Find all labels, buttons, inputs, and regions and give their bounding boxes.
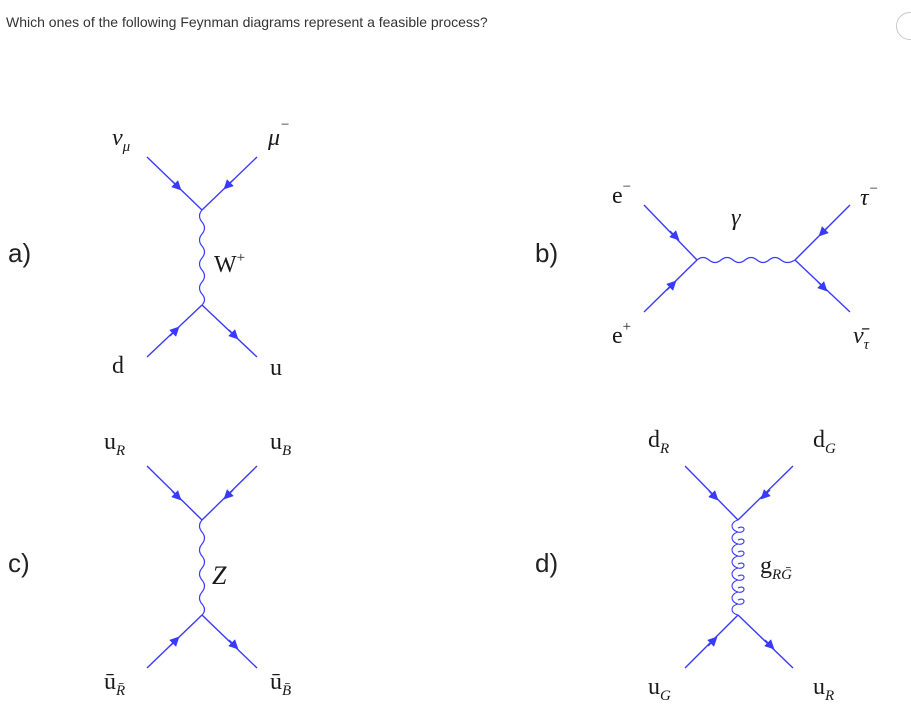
fermion-line [685, 615, 738, 668]
arrow-icon [170, 640, 176, 646]
label-tau-minus: τ− [860, 181, 879, 211]
arrow-icon [818, 282, 824, 288]
label-u-g: $u_G$ [648, 674, 671, 704]
arrow-icon [172, 181, 178, 187]
label-u-b: $u_B$ [270, 429, 292, 459]
arrow-icon [227, 180, 233, 186]
option-c-label[interactable]: c) [8, 548, 30, 578]
arrow-icon [765, 640, 771, 646]
diagram-a [112, 117, 290, 381]
arrow-icon [709, 491, 715, 497]
wavy-propagator [200, 210, 205, 305]
diagram-d [648, 427, 836, 704]
arrow-icon [172, 491, 178, 497]
arrow-icon [227, 490, 233, 496]
option-a-label[interactable]: a) [8, 238, 32, 268]
label-e-plus: e+ [612, 319, 632, 349]
label-d-g: $d_G$ [813, 427, 836, 457]
label-w-plus: W+ [214, 250, 246, 278]
diagram-c [104, 429, 291, 699]
label-gamma: γ [731, 205, 741, 231]
wavy-propagator [200, 520, 205, 615]
arrow-icon [667, 284, 673, 290]
label-u-bar-r-bar: $ū_{R̄}$ [104, 669, 126, 699]
fermion-line [738, 615, 793, 668]
fermion-line [738, 466, 793, 520]
fermion-line [644, 205, 697, 260]
arrow-icon [229, 640, 235, 646]
label-z: Z [212, 561, 227, 590]
arrow-icon [708, 640, 714, 646]
label-mu-minus: μ− [268, 117, 291, 151]
label-g-rg-bar: $g_{RḠ}$ [760, 553, 792, 583]
label-d-r: $d_R$ [648, 427, 670, 457]
diagram-b [612, 179, 879, 353]
gluon-propagator [732, 520, 744, 615]
label-u: u [270, 355, 282, 381]
wavy-propagator [697, 258, 795, 263]
label-u-r: $u_R$ [813, 674, 835, 704]
label-d: d [112, 353, 124, 379]
arrow-icon [229, 330, 235, 336]
label-nu-mu: $\nu_\mu$ [112, 125, 131, 155]
option-d-label[interactable]: d) [535, 548, 559, 578]
label-u-r: $u_R$ [104, 429, 126, 459]
label-nu-bar-tau: $\nū_\tau$ [853, 323, 870, 353]
arrow-icon [822, 227, 828, 233]
label-e-minus: e− [612, 179, 632, 209]
question-text: Which ones of the following Feynman diagrams represent a feasible process? [6, 14, 488, 30]
arrow-icon [170, 330, 176, 336]
option-b-label[interactable]: b) [535, 238, 559, 268]
fermion-line [202, 615, 257, 668]
label-u-bar-b-bar: $ū_{B̄}$ [270, 669, 292, 699]
